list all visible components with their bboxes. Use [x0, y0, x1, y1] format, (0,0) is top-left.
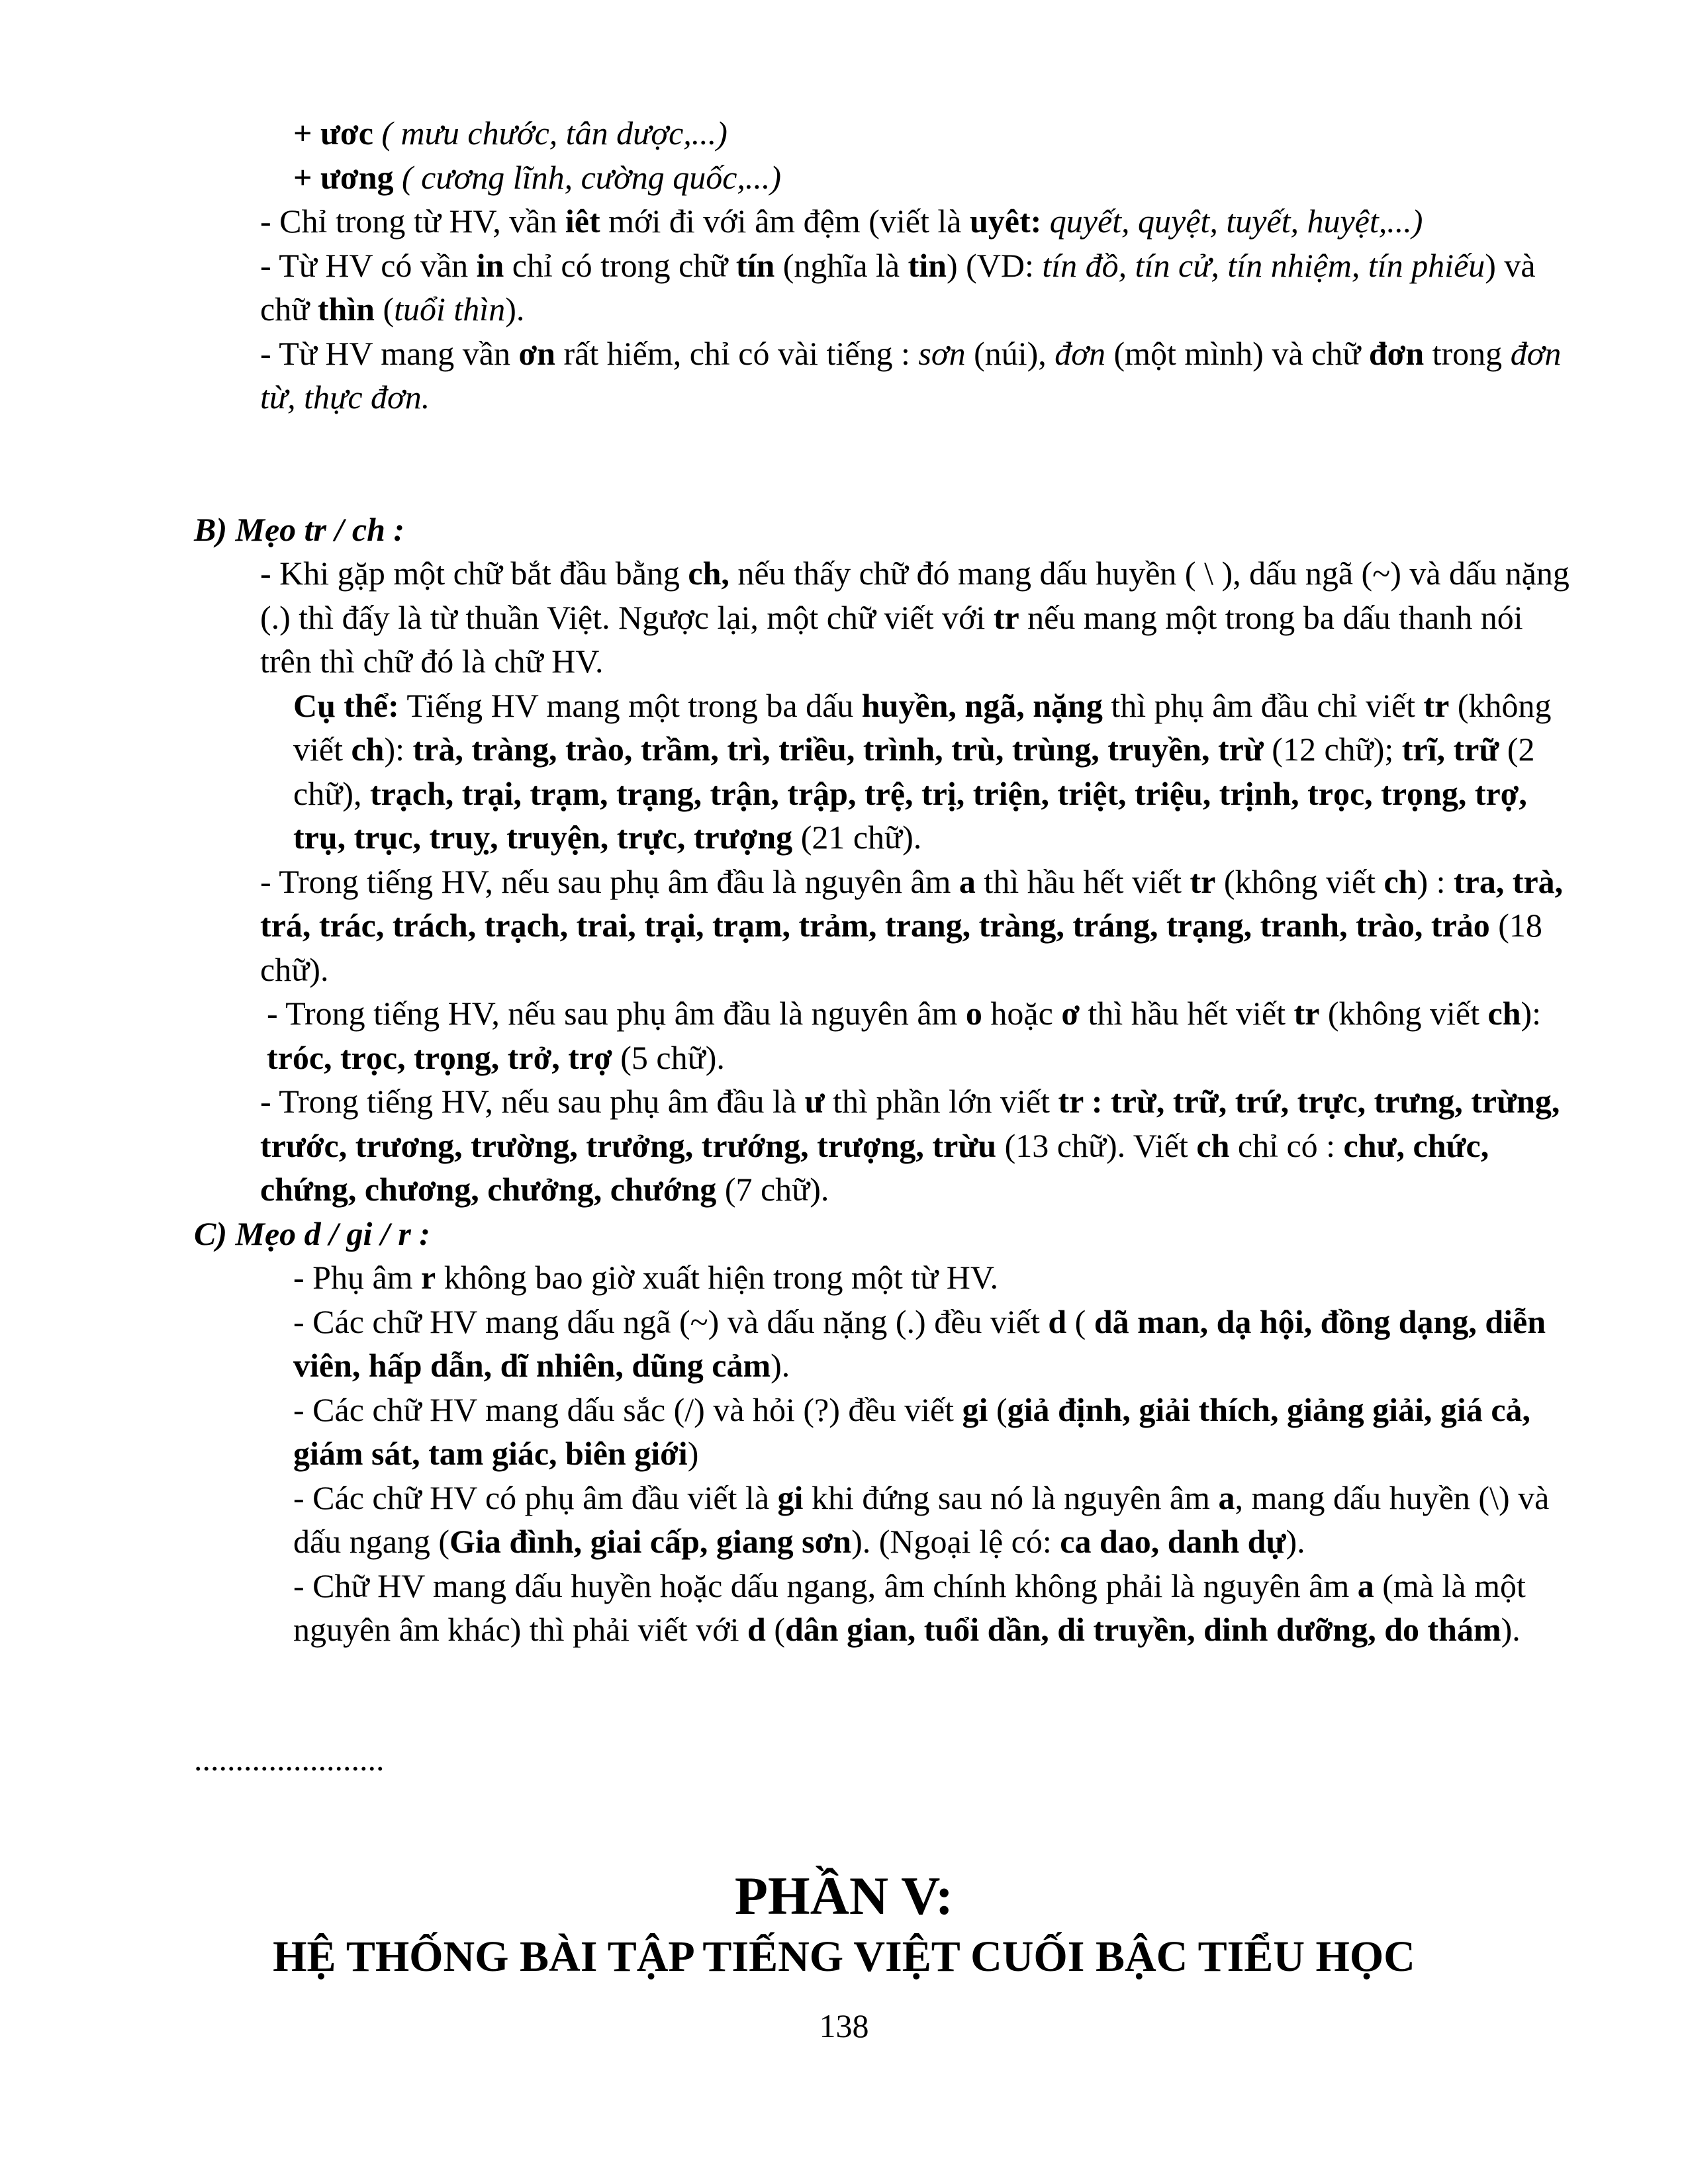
section-b-heading: B) Mẹo tr / ch :	[194, 510, 405, 548]
rule-uoc: + ươc ( mưu chước, tân dược,...)	[293, 114, 727, 152]
rule-iet: - Chỉ trong từ HV, vần iêt mới đi với âm đệm (viết là uyêt: quyết, quyệt, tuyết, huyệt,...)	[260, 203, 1423, 240]
section-c-heading: C) Mẹo d / gi / r :	[194, 1214, 430, 1252]
section-b-paragraph-5: - Trong tiếng HV, nếu sau phụ âm đầu là ư thì phần lớn viết tr : trừ, trữ, trứ, trực, trưng, trừng, trước, trương, trường, trưởng, trướng, trượng, trừu (13 chữ). Viết ch chỉ có : chư, chức, chứng, chương, chưởng, chướng (7 chữ).	[260, 1083, 1560, 1208]
ellipsis-divider: .......................	[194, 1741, 385, 1778]
rule-uong: + ương ( cương lĩnh, cường quốc,...)	[293, 158, 782, 196]
part-title: PHẦN V:	[734, 1866, 954, 1926]
section-c-paragraph-4: - Các chữ HV có phụ âm đầu viết là gi khi đứng sau nó là nguyên âm a, mang dấu huyền (\) và dấu ngang (Gia đình, giai cấp, giang sơn). (Ngoại lệ có: ca dao, danh dự).	[293, 1479, 1550, 1560]
spacer	[194, 420, 1571, 508]
section-b-paragraph-4: - Trong tiếng HV, nếu sau phụ âm đầu là nguyên âm o hoặc ơ thì hầu hết viết tr (không viết ch): tróc, trọc, trọng, trở, trợ (5 chữ).	[267, 995, 1542, 1076]
section-b-paragraph-1: - Khi gặp một chữ bắt đầu bằng ch, nếu thấy chữ đó mang dấu huyền ( \ ), dấu ngã (~) và dấu nặng (.) thì đấy là từ thuần Việt. Ngược lại, một chữ viết với tr nếu mang một trong ba dấu thanh nói trên thì chữ đó là chữ HV.	[260, 555, 1570, 680]
rule-on: - Từ HV mang vần ơn rất hiếm, chỉ có vài tiếng : sơn (núi), đơn (một mình) và chữ đơn trong đơn từ, thực đơn.	[260, 334, 1562, 416]
section-b-paragraph-3: - Trong tiếng HV, nếu sau phụ âm đầu là nguyên âm a thì hầu hết viết tr (không viết ch) : tra, trà, trá, trác, trách, trạch, trai, trại, trạm, trảm, trang, tràng, tráng, trạng, tranh, trào, trảo (18 chữ).	[260, 862, 1564, 988]
part-subtitle: HỆ THỐNG BÀI TẬP TIẾNG VIỆT CUỐI BẬC TIỂU HỌC	[273, 1933, 1415, 1981]
section-c-paragraph-2: - Các chữ HV mang dấu ngã (~) và dấu nặng (.) đều viết d ( dã man, dạ hội, đồng dạng, diễn viên, hấp dẫn, dĩ nhiên, dũng cảm).	[293, 1302, 1546, 1384]
section-c-paragraph-3: - Các chữ HV mang dấu sắc (/) và hỏi (?) đều viết gi (giả định, giải thích, giảng giải, giá cả, giám sát, tam giác, biên giới)	[293, 1390, 1531, 1472]
page-number: 138	[819, 2007, 869, 2044]
section-c-paragraph-5: - Chữ HV mang dấu huyền hoặc dấu ngang, âm chính không phải là nguyên âm a (mà là một nguyên âm khác) thì phải viết với d (dân gian, tuổi dần, di truyền, dinh dưỡng, do thám).	[293, 1567, 1526, 1648]
rule-in: - Từ HV có vần in chỉ có trong chữ tín (nghĩa là tin) (VD: tín đồ, tín cử, tín nhiệm, tín phiếu) và chữ thìn (tuổi thìn).	[260, 246, 1536, 328]
section-c-paragraph-1: - Phụ âm r không bao giờ xuất hiện trong một từ HV.	[293, 1259, 999, 1296]
main-text	[194, 111, 1571, 1652]
section-b-paragraph-2: Cụ thể: Tiếng HV mang một trong ba dấu huyền, ngã, nặng thì phụ âm đầu chỉ viết tr (không viết ch): trà, tràng, trào, trầm, trì, triều, trình, trù, trùng, truyền, trừ (12 chữ); trĩ, trữ (2 chữ), trạch, trại, trạm, trạng, trận, trập, trệ, trị, triện, triệt, triệu, trịnh, trọc, trọng, trợ, trụ, trục, truỵ, truyện, trực, trượng (21 chữ).	[293, 686, 1552, 856]
